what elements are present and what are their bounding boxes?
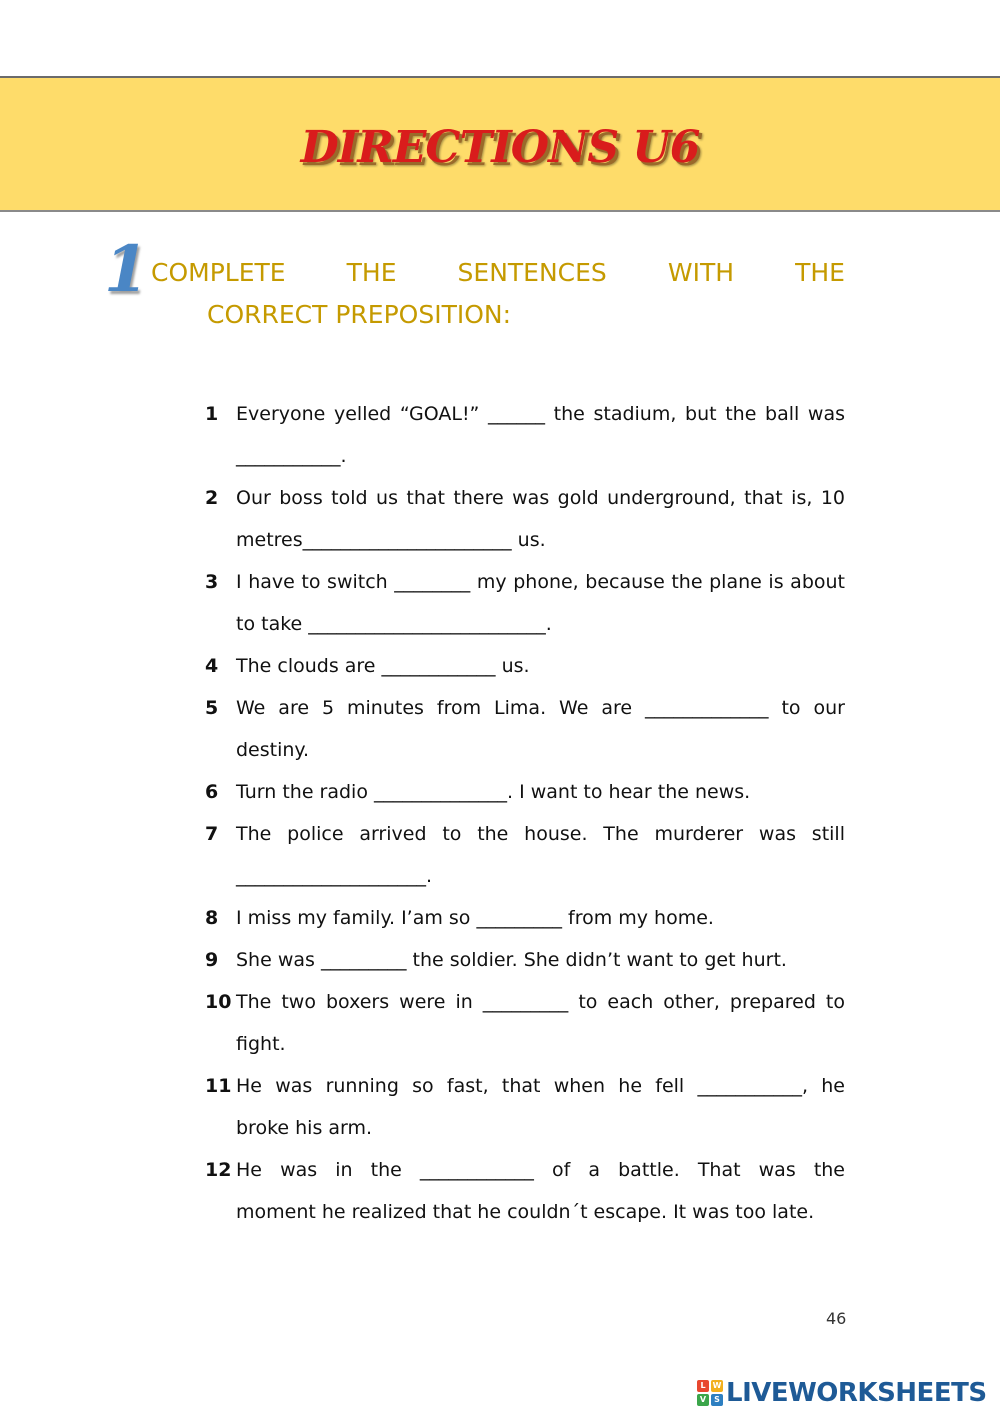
item-line: Our boss told us that there was gold underground, that is, 10 — [236, 487, 845, 509]
liveworksheets-logo — [697, 1377, 987, 1409]
item-line: The clouds are ____________ us. — [236, 655, 530, 677]
item-number: 9 — [205, 949, 219, 971]
item-text — [236, 813, 845, 897]
item-number: 12 — [205, 1159, 232, 1181]
item-number: 7 — [205, 823, 219, 845]
item-line: The two boxers were in _________ to each other, prepared to — [236, 991, 845, 1013]
item-text — [236, 645, 845, 687]
instruction-word: THE — [346, 258, 397, 287]
logo-letter: W — [712, 1381, 722, 1390]
item-line: broke his arm. — [236, 1117, 373, 1139]
instruction-word: COMPLETE — [151, 258, 286, 287]
logo-letter: S — [711, 1394, 723, 1406]
section-number: 1 — [104, 232, 149, 307]
item-number: 6 — [205, 781, 219, 803]
exercise-item — [205, 561, 845, 645]
item-number: 2 — [205, 487, 219, 509]
item-text — [236, 939, 845, 981]
item-number: 10 — [205, 991, 232, 1013]
title-banner — [0, 76, 1000, 212]
item-number: 8 — [205, 907, 219, 929]
item-line: fight. — [236, 1033, 286, 1055]
exercise-item — [205, 939, 845, 981]
instruction-word: SENTENCES — [457, 258, 607, 287]
item-line: ___________. — [236, 445, 347, 467]
instruction-word: THE — [795, 258, 845, 287]
instruction-line-2: CORRECT PREPOSITION: — [207, 300, 512, 329]
item-text — [236, 477, 845, 561]
exercise-item — [205, 477, 845, 561]
item-line: The police arrived to the house. The murderer was still — [236, 823, 845, 845]
item-line: Everyone yelled “GOAL!” ______ the stadium, but the ball was — [236, 403, 845, 425]
exercise-item — [205, 771, 845, 813]
item-line: Turn the radio ______________. I want to hear the news. — [236, 781, 751, 803]
instruction-word: WITH — [667, 258, 735, 287]
item-text — [236, 561, 845, 645]
item-line: destiny. — [236, 739, 309, 761]
logo-icon — [697, 1380, 723, 1406]
instruction — [151, 252, 845, 336]
exercise-item — [205, 813, 845, 897]
item-text — [236, 1149, 845, 1233]
exercise-item — [205, 645, 845, 687]
item-line: to take _________________________. — [236, 613, 552, 635]
exercise-item — [205, 687, 845, 771]
item-text — [236, 771, 845, 813]
item-line: She was _________ the soldier. She didn’t want to get hurt. — [236, 949, 787, 971]
item-number: 4 — [205, 655, 219, 677]
logo-letter: L — [697, 1380, 709, 1392]
page-number: 46 — [826, 1309, 847, 1328]
item-line: I miss my family. I’am so _________ from my home. — [236, 907, 714, 929]
item-text — [236, 981, 845, 1065]
item-text — [236, 393, 845, 477]
item-number: 3 — [205, 571, 219, 593]
item-text — [236, 897, 845, 939]
item-line: metres______________________ us. — [236, 529, 546, 551]
page-title: DIRECTIONS U6 — [300, 122, 700, 173]
item-line: He was running so fast, that when he fell ___________, he — [236, 1075, 845, 1097]
exercise-item — [205, 1065, 845, 1149]
item-number: 1 — [205, 403, 219, 425]
item-line: He was in the ____________ of a battle. That was the — [236, 1159, 845, 1181]
exercise-item — [205, 393, 845, 477]
instruction-line-1 — [151, 252, 845, 294]
logo-letter: V — [697, 1394, 709, 1406]
item-number: 5 — [205, 697, 219, 719]
item-text — [236, 687, 845, 771]
item-line: moment he realized that he couldn´t escape. It was too late. — [236, 1201, 815, 1223]
exercise-item — [205, 981, 845, 1065]
exercise-list — [205, 393, 845, 1233]
item-number: 11 — [205, 1075, 232, 1097]
brand-name: LIVEWORKSHEETS — [726, 1378, 987, 1408]
item-line: We are 5 minutes from Lima. We are _____________ to our — [236, 697, 845, 719]
item-line: I have to switch ________ my phone, because the plane is about — [236, 571, 845, 593]
item-text — [236, 1065, 845, 1149]
exercise-item — [205, 1149, 845, 1233]
item-line: ____________________. — [236, 865, 433, 887]
exercise-item — [205, 897, 845, 939]
